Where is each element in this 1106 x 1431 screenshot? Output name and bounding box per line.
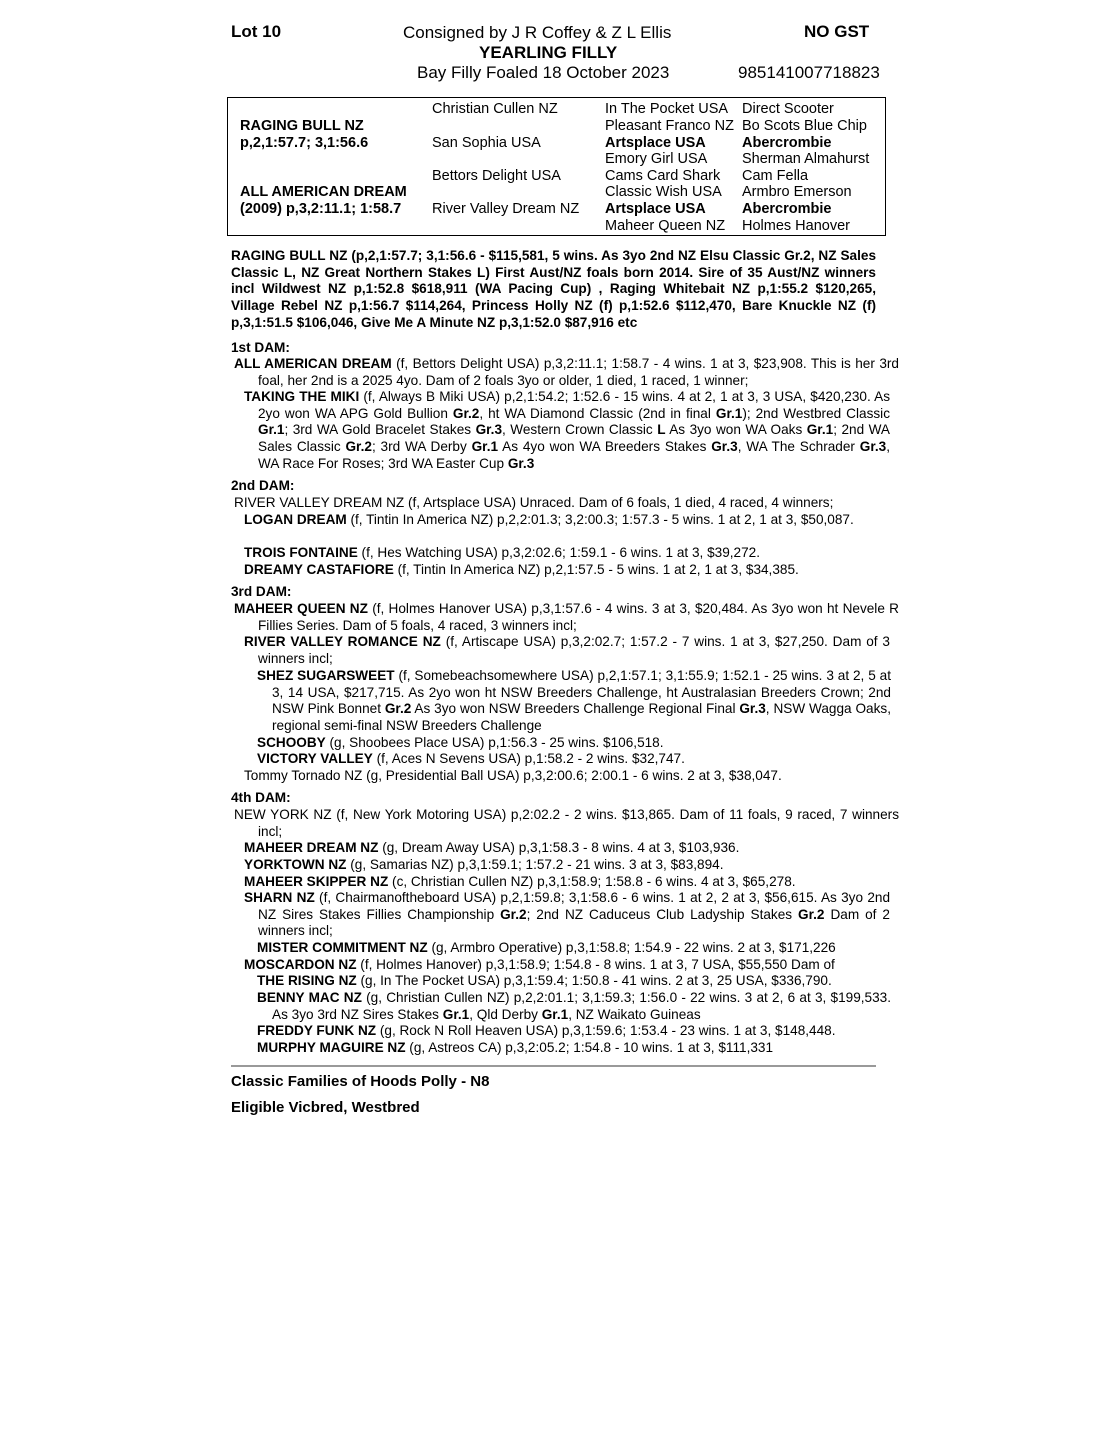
pedigree-gen3: Classic Wish USA — [605, 184, 722, 200]
first-dam-heading: 1st DAM: — [231, 340, 290, 355]
gst-status: NO GST — [804, 22, 870, 41]
pedigree-gen4: Bo Scots Blue Chip — [742, 118, 867, 134]
pedigree-gen3: Artsplace USA — [605, 201, 706, 217]
progeny-entry: YORKTOWN NZ (g, Samarias NZ) p,3,1:59.1; 1:57.2 - 21 wins. 3 at 3, $83,894. — [244, 857, 724, 872]
pedigree-gen4: Cam Fella — [742, 168, 809, 184]
progeny-entry: SHARN NZ (f, Chairmanoftheboard USA) p,2,1:59.8; 3,1:58.6 - 6 wins. 1 at 2, 2 at 3, $56,615. As 3yo 2nd NZ Sires Stakes Fillies Championship Gr.2; 2nd NZ Caduceus Club Ladyship Stakes Gr.2 Dam of 2 winners incl; — [244, 890, 891, 939]
progeny-entry: Tommy Tornado NZ (g, Presidential Ball USA) p,3,2:00.6; 2:00.1 - 6 wins. 2 at 3, $38,047. — [244, 768, 782, 783]
grand-progeny-entry: MURPHY MAGUIRE NZ (g, Astreos CA) p,3,2:05.2; 1:54.8 - 10 wins. 1 at 3, $111,331 — [257, 1040, 774, 1055]
dam-record: (2009) p,3,2:11.1; 1:58.7 — [240, 201, 402, 217]
pedigree-gen3: In The Pocket USA — [605, 101, 729, 117]
pedigree-gen3: Maheer Queen NZ — [605, 218, 726, 234]
pedigree-gen4: Holmes Hanover — [742, 218, 850, 234]
pedigree-gen4: Sherman Almahurst — [742, 151, 870, 167]
pedigree-gen3: Pleasant Franco NZ — [605, 118, 734, 134]
progeny-entry: TAKING THE MIKI (f, Always B Miki USA) p,2,1:54.2; 1:52.6 - 15 wins. 4 at 2, 1 at 3, 3 USA, $420,230. As 2yo won WA APG Gold Bullion Gr.2, ht WA Diamond Classic (2nd in final Gr.1); 2nd Westbred Classic Gr.1; 3rd WA Gold Bracelet Stakes Gr.3, Western Crown Classic L As 3yo won WA Oaks Gr.1; 2nd WA Sales Classic Gr.2; 3rd WA Derby Gr.1 As 4yo won WA Breeders Stakes Gr.3, WA The Schrader Gr.3, WA Race For Roses; 3rd WA Easter Cup Gr.3 — [244, 389, 891, 471]
grand-progeny-entry: FREDDY FUNK NZ (g, Rock N Roll Heaven USA) p,3,1:59.6; 1:53.4 - 23 wins. 1 at 3, $148,448. — [257, 1023, 836, 1038]
lot-number: Lot 10 — [231, 22, 282, 41]
microchip-number: 985141007718823 — [738, 63, 880, 82]
eligibility-line: Eligible Vicbred, Westbred — [231, 1099, 420, 1116]
category-title: YEARLING FILLY — [479, 43, 618, 62]
progeny-entry: RIVER VALLEY ROMANCE NZ (f, Artiscape USA) p,3,2:02.7; 1:57.2 - 7 wins. 1 at 3, $27,250. Dam of 3 winners incl; — [244, 634, 890, 666]
progeny-entry: MAHEER DREAM NZ (g, Dream Away USA) p,3,1:58.3 - 8 wins. 4 at 3, $103,936. — [244, 840, 740, 855]
pedigree-gen2: Christian Cullen NZ — [432, 101, 558, 117]
progeny-entry: TROIS FONTAINE (f, Hes Watching USA) p,3,2:02.6; 1:59.1 - 6 wins. 1 at 3, $39,272. — [244, 545, 761, 560]
progeny-entry: MOSCARDON NZ (f, Holmes Hanover) p,3,1:58.9; 1:54.8 - 8 wins. 1 at 3, 7 USA, $55,550 Dam of — [244, 957, 835, 972]
fourth-dam-entry: NEW YORK NZ (f, New York Motoring USA) p,2:02.2 - 2 wins. $13,865. Dam of 11 foals, 9 raced, 7 winners incl; — [234, 807, 899, 839]
progeny-entry: LOGAN DREAM (f, Tintin In America NZ) p,2,2:01.3; 3,2:00.3; 1:57.3 - 5 wins. 1 at 2, 1 at 3, $50,087. — [244, 512, 854, 527]
progeny-entry: MAHEER SKIPPER NZ (c, Christian Cullen NZ) p,3,1:58.9; 1:58.8 - 6 wins. 4 at 3, $65,278. — [244, 874, 796, 889]
first-dam-entry: ALL AMERICAN DREAM (f, Bettors Delight USA) p,3,2:11.1; 1:58.7 - 4 wins. 1 at 3, $23,908. This is her 3rd foal, her 2nd is a 2025 4yo. Dam of 2 foals 3yo or older, 1 died, 1 raced, 1 winner; — [234, 356, 899, 388]
consignor: Consigned by J R Coffey & Z L Ellis — [403, 23, 672, 42]
progeny-entry: DREAMY CASTAFIORE (f, Tintin In America NZ) p,2,1:57.5 - 5 wins. 1 at 2, 1 at 3, $34,385. — [244, 562, 799, 577]
family-line: Classic Families of Hoods Polly - N8 — [231, 1073, 490, 1090]
grand-progeny-entry: BENNY MAC NZ (g, Christian Cullen NZ) p,2,2:01.1; 3,1:59.3; 1:56.0 - 22 wins. 3 at 2, 6 at 3, $199,533. As 3yo 3rd NZ Sires Stakes Gr.1, Qld Derby Gr.1, NZ Waikato Guineas — [257, 990, 891, 1022]
third-dam-heading: 3rd DAM: — [231, 584, 292, 599]
second-dam-entry: RIVER VALLEY DREAM NZ (f, Artsplace USA) Unraced. Dam of 6 foals, 1 died, 4 raced, 4 winners; — [234, 495, 834, 510]
grand-progeny-entry: SCHOOBY (g, Shoobees Place USA) p,1:56.3 - 25 wins. $106,518. — [257, 735, 664, 750]
second-dam-heading: 2nd DAM: — [231, 478, 295, 493]
pedigree-gen3: Emory Girl USA — [605, 151, 708, 167]
sire-summary: RAGING BULL NZ (p,2,1:57.7; 3,1:56.6 - $115,581, 5 wins. As 3yo 2nd NZ Elsu Classic Gr.2, NZ Sales Classic L, NZ Great Northern Stakes L) First Aust/NZ foals born 2014. Sire of 35 Aust/NZ winners incl Wildwest NZ p,1:52.8 $618,911 (WA Pacing Cup) , Raging Whitebait NZ p,1:55.2 $120,265, Village Rebel NZ p,1:56.7 $114,264, Princess Holly NZ (f) p,1:52.6 $112,470, Bare Knuckle NZ (f) p,3,1:51.5 $106,046, Give Me A Minute NZ p,3,1:52.0 $87,916 etc — [231, 248, 876, 330]
pedigree-gen2: Bettors Delight USA — [432, 168, 561, 184]
pedigree-gen4: Abercrombie — [742, 135, 832, 151]
pedigree-gen2: River Valley Dream NZ — [432, 201, 580, 217]
pedigree-gen3: Artsplace USA — [605, 135, 706, 151]
third-dam-entry: MAHEER QUEEN NZ (f, Holmes Hanover USA) p,3,1:57.6 - 4 wins. 3 at 3, $20,484. As 3yo won ht Nevele R Fillies Series. Dam of 5 foals, 4 raced, 3 winners incl; — [234, 601, 899, 633]
grand-progeny-entry: VICTORY VALLEY (f, Aces N Sevens USA) p,1:58.2 - 2 wins. $32,747. — [257, 751, 685, 766]
dam-name: ALL AMERICAN DREAM — [240, 184, 407, 200]
sire-record: p,2,1:57.7; 3,1:56.6 — [240, 135, 369, 151]
grand-progeny-entry: SHEZ SUGARSWEET (f, Somebeachsomewhere USA) p,2,1:57.1; 3,1:55.9; 1:52.1 - 25 wins. 3 at 2, 5 at 3, 14 USA, $217,715. As 2yo won ht NSW Breeders Challenge, ht Australasian Breeders Crown; 2nd NSW Pink Bonnet Gr.2 As 3yo won NSW Breeders Challenge Regional Final Gr.3, NSW Wagga Oaks, regional semi-final NSW Breeders Challenge — [257, 668, 891, 734]
foaled-date: Bay Filly Foaled 18 October 2023 — [417, 63, 670, 82]
pedigree-gen2: San Sophia USA — [432, 135, 541, 151]
pedigree-gen4: Armbro Emerson — [742, 184, 852, 200]
divider — [231, 1065, 876, 1067]
pedigree-gen4: Abercrombie — [742, 201, 832, 217]
pedigree-gen4: Direct Scooter — [742, 101, 834, 117]
grand-progeny-entry: THE RISING NZ (g, In The Pocket USA) p,3,1:59.4; 1:50.8 - 41 wins. 2 at 3, 25 USA, $336,790. — [257, 973, 832, 988]
pedigree-table — [227, 97, 886, 236]
sire-name: RAGING BULL NZ — [240, 118, 364, 134]
grand-progeny-entry: MISTER COMMITMENT NZ (g, Armbro Operative) p,3,1:58.8; 1:54.9 - 22 wins. 2 at 3, $171,226 — [257, 940, 836, 955]
pedigree-gen3: Cams Card Shark — [605, 168, 721, 184]
fourth-dam-heading: 4th DAM: — [231, 790, 291, 805]
